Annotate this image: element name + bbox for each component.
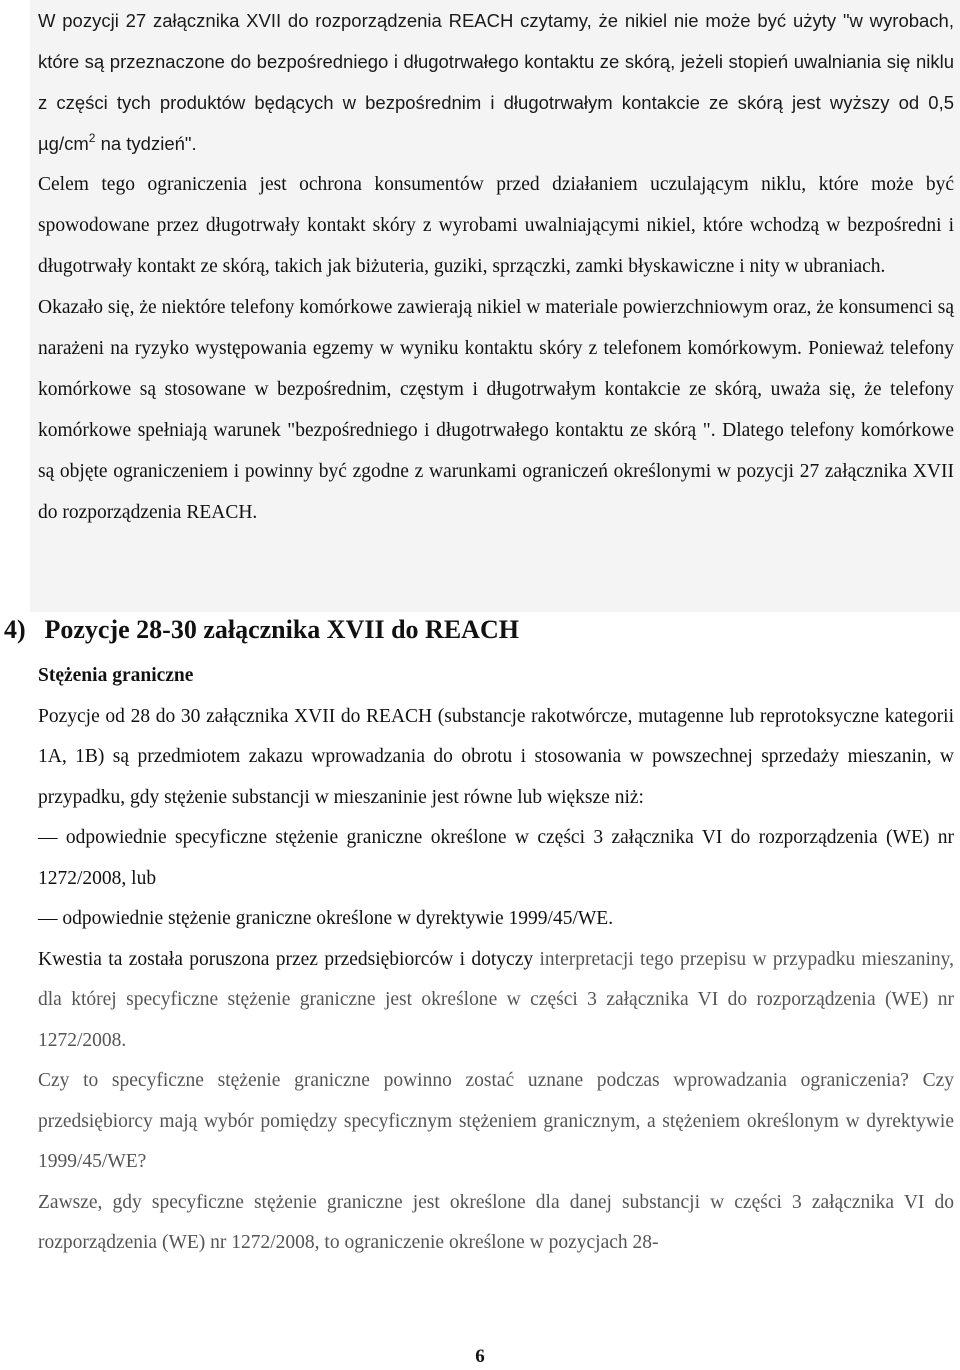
page-number: 6 [475,1346,485,1367]
section-heading [4,608,519,652]
section-title: Pozycje 28-30 załącznika XVII do REACH [44,615,519,644]
paragraph-entries-28-30: Pozycje od 28 do 30 załącznika XVII do REACH (substancje rakotwórcze, mutagenne lub reprotoksyczne kategorii 1A, 1B) są przedmiotem zakazu wprowadzania do obrotu i stosowania w powszechnej sprzedaży mieszanin, w przypadku, gdy stężenie substancji w mieszaninie jest równe lub większe niż: [38,705,954,808]
paragraph-text-muted: interpretacji tego przepisu w przypadku mieszaniny, dla której specyficzne stężenie graniczne jest określone w części 3 załącznika VI do rozporządzenia (WE) nr 1272/2008. [38,948,954,1051]
superscript: 2 [88,131,96,145]
subheading: Stężenia graniczne [38,665,194,686]
paragraph-answer: Zawsze, gdy specyficzne stężenie graniczne jest określone dla danej substancji w części 3 załącznika VI do rozporządzenia (WE) nr 1272/2008, to ograniczenie określone w pozycjach 28- [38,1191,954,1253]
paragraph-issue-raised [38,940,954,1062]
shaded-quote-block [30,0,960,612]
paragraph-nickel-entry-27 [30,0,960,164]
section-number: 4) [4,615,26,644]
main-text-block [38,656,954,1264]
dash-item-directive-limit: — odpowiednie stężenie graniczne określone w dyrektywie 1999/45/WE. [38,908,614,929]
paragraph-text: W pozycji 27 załącznika XVII do rozporządzenia REACH czytamy, że nikiel nie może być użyty "w wyrobach, które są przeznaczone do bezpośredniego i długotrwałego kontaktu ze skórą, jeżeli stopień uwalniania się niklu z części tych produktów będących w bezpośrednim i długotrwałym kontakcie ze skórą jest wyższy od 0,5 µg/cm [38,10,954,154]
paragraph-text: Kwestia ta została poruszona przez przedsiębiorców i dotyczy [38,948,540,970]
paragraph-mobile-phones: Okazało się, że niektóre telefony komórkowe zawierają nikiel w materiale powierzchniowym oraz, że konsumenci są narażeni na ryzyko występowania egzemy w wyniku kontaktu skóry z telefonem komórkowym. Ponieważ telefony komórkowe są stosowane w bezpośrednim, częstym i długotrwałym kontakcie ze skórą, uważa się, że telefony komórkowe spełniają warunek "bezpośredniego i długotrwałego kontaktu ze skórą ". Dlatego telefony komórkowe są objęte ograniczeniem i powinny być zgodne z warunkami ograniczeń określonymi w pozycji 27 załącznika XVII do rozporządzenia REACH. [38,297,954,523]
paragraph-text-end: na tydzień". [95,133,197,154]
paragraph-question: Czy to specyficzne stężenie graniczne powinno zostać uznane podczas wprowadzania ograniczenia? Czy przedsiębiorcy mają wybór pomiędzy specyficznym stężeniem granicznym, a stężeniem określonym w dyrektywie 1999/45/WE? [38,1070,954,1172]
dash-item-specific-limit: — odpowiednie specyficzne stężenie graniczne określone w części 3 załącznika VI do rozporządzenia (WE) nr 1272/2008, lub [38,827,954,889]
paragraph-restriction-purpose: Celem tego ograniczenia jest ochrona konsumentów przed działaniem uczulającym niklu, które może być spowodowane przez długotrwały kontakt skóry z wyrobami uwalniającymi nikiel, które wchodzą w bezpośredni i długotrwały kontakt ze skórą, takich jak biżuteria, guziki, sprzączki, zamki błyskawiczne i nity w ubraniach. [38,174,954,277]
